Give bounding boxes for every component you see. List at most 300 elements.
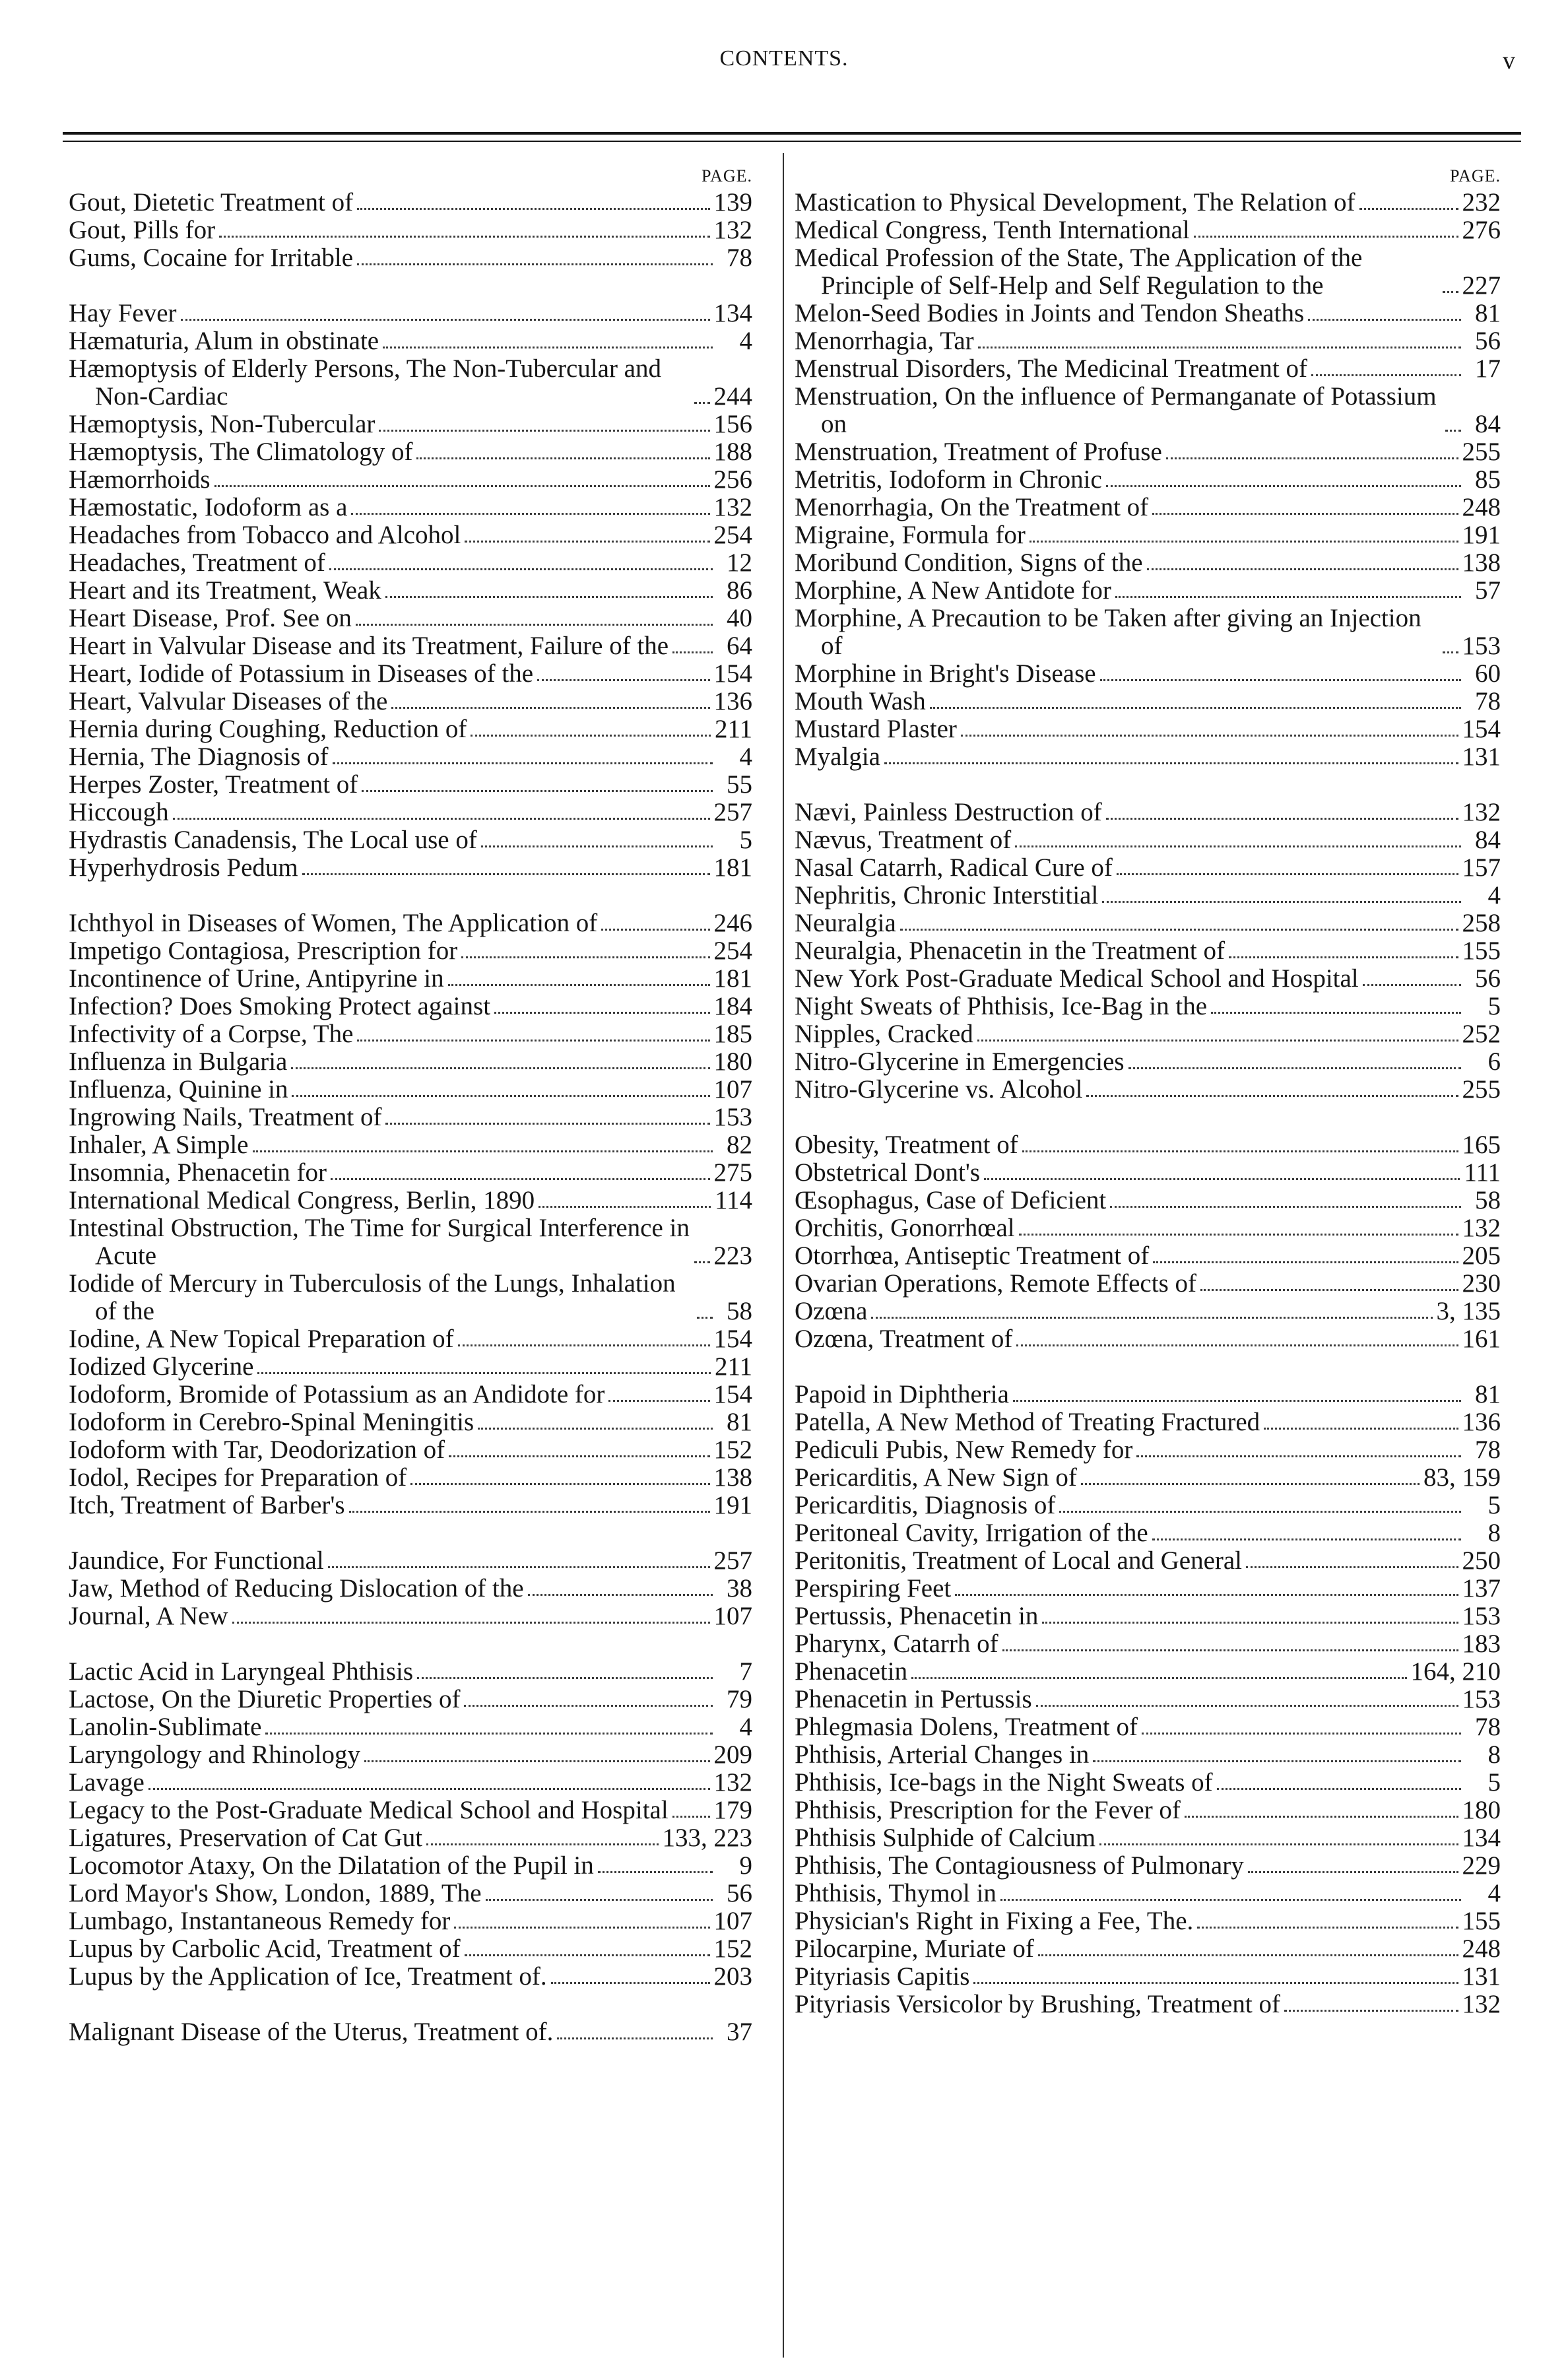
dot-leader	[1042, 1622, 1458, 1624]
entry-page: 4	[739, 1713, 752, 1741]
index-entry	[795, 1464, 1501, 1492]
dot-leader	[539, 1206, 711, 1208]
index-entry	[69, 688, 752, 715]
entry-title: Menstrual Disorders, The Medicinal Treatment of	[795, 354, 1307, 383]
entry-page: 229	[1462, 1851, 1501, 1880]
dot-leader	[383, 347, 713, 348]
index-entry	[795, 438, 1501, 466]
entry-page: 153	[1462, 1602, 1501, 1630]
index-entry	[795, 1741, 1501, 1769]
index-entry	[69, 1159, 752, 1187]
index-entry	[69, 1880, 752, 1907]
index-entry	[69, 1436, 752, 1464]
dot-leader	[351, 513, 709, 515]
dot-leader	[1229, 956, 1458, 958]
index-entry	[69, 1658, 752, 1686]
entry-page: 78	[1475, 687, 1501, 715]
entry-title: Gout, Pills for	[69, 216, 216, 244]
index-entry	[795, 1686, 1501, 1713]
dot-leader	[465, 541, 709, 543]
entry-page: 211	[714, 1352, 752, 1381]
entry-title: Orchitis, Gonorrhœal	[795, 1214, 1015, 1242]
entry-title: Ozœna, Treatment of	[795, 1325, 1013, 1353]
index-entry	[69, 466, 752, 494]
index-entry	[795, 965, 1501, 993]
entry-page: 227	[1462, 271, 1501, 300]
entry-title: Gout, Dietetic Treatment of	[69, 188, 354, 216]
index-entry	[69, 1020, 752, 1048]
dot-leader	[557, 2037, 713, 2039]
entry-page: 246	[713, 909, 752, 937]
entry-page: 107	[713, 1602, 752, 1630]
entry-title: Herpes Zoster, Treatment of	[69, 770, 358, 799]
index-entry	[69, 605, 752, 632]
running-head	[0, 46, 1568, 86]
entry-title: Morphine, A Precaution to be Taken after giving an Injection of	[795, 604, 1421, 660]
entry-page: 248	[1462, 1934, 1501, 1963]
index-entry	[69, 993, 752, 1020]
entry-title: Heart in Valvular Disease and its Treatment, Failure of the	[69, 632, 669, 660]
entry-title: Mustard Plaster	[795, 715, 957, 743]
entry-page: 64	[727, 632, 752, 660]
entry-page: 154	[713, 659, 752, 688]
dot-leader	[1110, 1206, 1461, 1208]
entry-page: 85	[1475, 465, 1501, 494]
index-entry	[795, 1159, 1501, 1187]
index-entry	[69, 189, 752, 216]
dot-leader	[1102, 901, 1461, 903]
dot-leader	[1200, 1289, 1458, 1291]
index-entry	[795, 688, 1501, 715]
entry-page: 81	[1475, 299, 1501, 327]
dot-leader	[1194, 236, 1458, 238]
entry-page: 132	[1462, 1990, 1501, 2018]
entry-page: 185	[713, 1020, 752, 1048]
entry-title: Obesity, Treatment of	[795, 1131, 1018, 1159]
index-entry	[795, 1769, 1501, 1797]
index-entry	[69, 244, 752, 272]
entry-page: 183	[1462, 1630, 1501, 1658]
entry-title: Otorrhœa, Antiseptic Treatment of	[795, 1241, 1150, 1270]
entry-page: 5	[739, 826, 752, 854]
entry-title: Iodoform in Cerebro-Spinal Meningitis	[69, 1408, 474, 1436]
dot-leader	[1197, 1927, 1458, 1929]
entry-page: 153	[1462, 632, 1501, 660]
index-entry	[69, 1907, 752, 1935]
entry-page: 255	[1462, 1075, 1501, 1104]
index-entry	[69, 327, 752, 355]
dot-leader	[461, 956, 709, 958]
dot-leader	[417, 1677, 713, 1679]
index-entry	[795, 937, 1501, 965]
dot-leader	[1022, 1150, 1458, 1152]
entry-title: Physician's Right in Fixing a Fee, The.	[795, 1907, 1194, 1935]
entry-page: 81	[727, 1408, 752, 1436]
entry-page: 58	[1475, 1186, 1501, 1214]
column-divider	[783, 153, 784, 2358]
entry-page: 232	[1462, 188, 1501, 216]
dot-leader	[181, 319, 710, 321]
entry-page: 244	[713, 382, 752, 411]
index-entry	[795, 826, 1501, 854]
entry-page: 132	[713, 1768, 752, 1797]
entry-page: 79	[727, 1685, 752, 1713]
entry-page: 8	[1487, 1519, 1501, 1547]
entry-title: Iodoform with Tar, Deodorization of	[69, 1436, 445, 1464]
entry-page: 276	[1462, 216, 1501, 244]
dot-leader	[528, 1594, 713, 1596]
dot-leader	[694, 1261, 710, 1263]
dot-leader	[1217, 1788, 1461, 1790]
index-entry	[795, 1991, 1501, 2018]
entry-title: Obstetrical Dont's	[795, 1158, 981, 1187]
index-entry	[69, 1852, 752, 1880]
entry-title: Patella, A New Method of Treating Fractured	[795, 1408, 1260, 1436]
dot-leader	[911, 1677, 1406, 1679]
entry-title: Pericarditis, A New Sign of	[795, 1463, 1077, 1492]
entry-page: 84	[1475, 410, 1501, 438]
dot-leader	[1166, 457, 1458, 459]
entry-title: Phenacetin in Pertussis	[795, 1685, 1032, 1713]
entry-page: 8	[1487, 1740, 1501, 1769]
index-entry	[795, 494, 1501, 521]
dot-leader	[385, 1123, 709, 1125]
index-entry	[795, 383, 1501, 438]
index-entry	[69, 1769, 752, 1797]
entry-title: Moribund Condition, Signs of the	[795, 548, 1143, 577]
index-entry	[69, 771, 752, 799]
dot-leader	[331, 1178, 710, 1180]
index-column-right	[795, 153, 1501, 2018]
entry-page: 137	[1462, 1574, 1501, 1603]
dot-leader	[1152, 513, 1458, 515]
dot-leader	[1059, 1511, 1461, 1513]
entry-title: Pharynx, Catarrh of	[795, 1630, 998, 1658]
entry-page: 134	[1462, 1824, 1501, 1852]
entry-page: 136	[713, 687, 752, 715]
index-entry	[69, 411, 752, 438]
dot-leader	[465, 1954, 710, 1956]
entry-page: 55	[727, 770, 752, 799]
entry-title: Papoid in Diphtheria	[795, 1380, 1009, 1408]
dot-leader	[884, 762, 1458, 764]
entry-title: Hiccough	[69, 798, 169, 826]
entry-page: 255	[1462, 438, 1501, 466]
entry-page: 131	[1462, 1962, 1501, 1991]
index-entry	[795, 743, 1501, 771]
entry-page: 136	[1462, 1408, 1501, 1436]
entry-page: 191	[1462, 521, 1501, 549]
index-entry	[69, 521, 752, 549]
dot-leader	[494, 1012, 709, 1014]
dot-leader	[1000, 1899, 1461, 1901]
index-entry	[795, 521, 1501, 549]
dot-leader	[1152, 1538, 1461, 1540]
entry-title: Peritoneal Cavity, Irrigation of the	[795, 1519, 1148, 1547]
entry-title: Nævi, Painless Destruction of	[795, 798, 1102, 826]
entry-page: 154	[713, 1325, 752, 1353]
dot-leader	[1029, 541, 1458, 543]
dot-leader	[292, 1095, 709, 1097]
entry-title: Hay Fever	[69, 299, 177, 327]
index-entry	[795, 1630, 1501, 1658]
dot-leader	[481, 845, 713, 847]
entry-page: 107	[713, 1075, 752, 1104]
entry-page: 152	[713, 1436, 752, 1464]
entry-page: 154	[713, 1380, 752, 1408]
entry-title: Ozœna	[795, 1297, 868, 1325]
entry-title: Jaw, Method of Reducing Dislocation of the	[69, 1574, 524, 1603]
entry-page: 256	[713, 465, 752, 494]
index-entry	[69, 937, 752, 965]
dot-leader	[1443, 651, 1458, 653]
entry-title: Laryngology and Rhinology	[69, 1740, 360, 1769]
dot-leader	[1359, 208, 1458, 210]
dot-leader	[1038, 1954, 1458, 1956]
index-entry	[69, 743, 752, 771]
index-entry	[795, 1658, 1501, 1686]
dot-leader	[232, 1622, 710, 1624]
dot-leader	[302, 873, 710, 875]
entry-title: Infection? Does Smoking Protect against	[69, 992, 491, 1020]
entry-title: Phlegmasia Dolens, Treatment of	[795, 1713, 1138, 1741]
dot-leader	[356, 624, 713, 626]
entry-title: Heart, Iodide of Potassium in Diseases of the	[69, 659, 534, 688]
dot-leader	[694, 402, 710, 404]
index-entry	[795, 1408, 1501, 1436]
entry-page: 205	[1462, 1241, 1501, 1270]
index-entry	[69, 438, 752, 466]
entry-title: Heart and its Treatment, Weak	[69, 576, 381, 605]
entry-title: Neuralgia	[795, 909, 896, 937]
dot-leader	[458, 1344, 710, 1346]
entry-page: 111	[1464, 1158, 1501, 1187]
dot-leader	[391, 707, 709, 709]
index-entry	[69, 216, 752, 244]
page-column-heading: PAGE.	[701, 166, 752, 185]
entry-title: Phthisis, Arterial Changes in	[795, 1740, 1090, 1769]
entry-title: Medical Profession of the State, The Application of the Principle of Self-Help and Self Regulation to the	[795, 244, 1363, 300]
dot-leader	[1128, 1067, 1461, 1069]
index-entry	[795, 355, 1501, 383]
entry-title: International Medical Congress, Berlin, 1890	[69, 1186, 535, 1214]
index-entry	[795, 1131, 1501, 1159]
entry-page: 5	[1487, 1491, 1501, 1519]
index-entry	[69, 1797, 752, 1824]
entry-page: 4	[739, 327, 752, 355]
dot-leader	[448, 984, 710, 986]
dot-leader	[291, 1067, 709, 1069]
dot-leader	[1115, 596, 1461, 598]
entry-title: Intestinal Obstruction, The Time for Surgical Interference in Acute	[69, 1214, 690, 1270]
dot-leader	[265, 1733, 713, 1735]
index-entry	[69, 826, 752, 854]
entry-title: Hæmoptysis of Elderly Persons, The Non-Tubercular and Non-Cardiac	[69, 354, 661, 411]
dot-leader	[454, 1927, 709, 1929]
entry-title: Menorrhagia, Tar	[795, 327, 974, 355]
dot-leader	[978, 347, 1461, 348]
entry-page: 254	[713, 937, 752, 965]
entry-title: Pericarditis, Diagnosis of	[795, 1491, 1056, 1519]
entry-page: 12	[727, 548, 752, 577]
entry-title: Ingrowing Nails, Treatment of	[69, 1103, 382, 1131]
dot-leader	[551, 1982, 710, 1984]
entry-title: Locomotor Ataxy, On the Dilatation of the Pupil in	[69, 1851, 594, 1880]
index-entry	[795, 993, 1501, 1020]
dot-leader	[333, 762, 713, 764]
entry-title: Perspiring Feet	[795, 1574, 952, 1603]
entry-title: Influenza in Bulgaria	[69, 1047, 288, 1076]
index-entry	[795, 327, 1501, 355]
page-title: CONTENTS.	[719, 46, 849, 71]
entry-title: Melon-Seed Bodies in Joints and Tendon Sheaths	[795, 299, 1305, 327]
entry-page: 203	[713, 1962, 752, 1991]
index-entries-left	[69, 189, 752, 2046]
section-gap	[795, 1104, 1501, 1131]
entry-page: 250	[1462, 1546, 1501, 1575]
dot-leader	[977, 1040, 1458, 1041]
section-gap	[69, 1519, 752, 1547]
entry-title: Incontinence of Urine, Antipyrine in	[69, 964, 444, 993]
index-entry	[795, 1797, 1501, 1824]
dot-leader	[984, 1178, 1460, 1180]
entry-title: New York Post-Graduate Medical School and Hospital	[795, 964, 1359, 993]
entry-title: Ligatures, Preservation of Cat Gut	[69, 1824, 423, 1852]
dot-leader	[362, 790, 713, 792]
index-entry	[69, 355, 752, 411]
index-entry	[795, 1298, 1501, 1325]
index-entry	[795, 1076, 1501, 1104]
section-gap	[69, 882, 752, 909]
entry-title: Hernia, The Diagnosis of	[69, 743, 329, 771]
entry-page: 4	[739, 743, 752, 771]
entry-page: 5	[1487, 992, 1501, 1020]
dot-leader	[1100, 679, 1461, 681]
index-entry	[795, 1575, 1501, 1603]
entry-title: Iodized Glycerine	[69, 1352, 254, 1381]
dot-leader	[697, 1317, 713, 1319]
index-entry	[795, 466, 1501, 494]
index-entry	[69, 1575, 752, 1603]
entry-page: 165	[1462, 1131, 1501, 1159]
entry-page: 78	[1475, 1713, 1501, 1741]
entry-title: Hæmorrhoids	[69, 465, 211, 494]
entry-title: Hæmoptysis, Non-Tubercular	[69, 410, 376, 438]
entry-page: 254	[713, 521, 752, 549]
index-entry	[69, 632, 752, 660]
entry-page: 78	[1475, 1436, 1501, 1464]
entry-page: 248	[1462, 493, 1501, 521]
index-entry	[795, 799, 1501, 826]
entry-title: Journal, A New	[69, 1602, 228, 1630]
entry-title: Heart Disease, Prof. See on	[69, 604, 352, 632]
index-entry	[69, 300, 752, 327]
entry-page: 153	[713, 1103, 752, 1131]
entry-title: Lavage	[69, 1768, 145, 1797]
entry-page: 60	[1475, 659, 1501, 688]
dot-leader	[464, 1705, 713, 1707]
index-entry	[69, 1048, 752, 1076]
dot-leader	[478, 1428, 713, 1430]
section-gap	[795, 771, 1501, 799]
index-entry	[69, 577, 752, 605]
entry-title: Lupus by the Application of Ice, Treatment of.	[69, 1962, 547, 1991]
entry-title: Hernia during Coughing, Reduction of	[69, 715, 467, 743]
entry-title: Hæmoptysis, The Climatology of	[69, 438, 413, 466]
entry-page: 17	[1475, 354, 1501, 383]
dot-leader	[357, 1040, 709, 1041]
entry-page: 82	[727, 1131, 752, 1159]
dot-leader	[1086, 1095, 1458, 1097]
dot-leader	[955, 1594, 1458, 1596]
entry-page: 154	[1462, 715, 1501, 743]
entry-title: Jaundice, For Functional	[69, 1546, 324, 1575]
entry-page: 38	[727, 1574, 752, 1603]
dot-leader	[1136, 1455, 1461, 1457]
dot-leader	[601, 929, 709, 931]
index-entry	[795, 882, 1501, 909]
entry-page: 84	[1475, 826, 1501, 854]
dot-leader	[410, 1483, 709, 1485]
dot-leader	[1106, 485, 1461, 487]
entry-title: Œsophagus, Case of Deficient	[795, 1186, 1107, 1214]
index-entry	[795, 1713, 1501, 1741]
entry-page: 155	[1462, 1907, 1501, 1935]
dot-leader	[1248, 1871, 1458, 1873]
entry-page: 132	[713, 493, 752, 521]
entry-title: Neuralgia, Phenacetin in the Treatment of	[795, 937, 1225, 965]
index-entry	[795, 549, 1501, 577]
index-entry	[795, 715, 1501, 743]
index-entry	[795, 1824, 1501, 1852]
index-entry	[795, 1880, 1501, 1907]
entry-title: Lumbago, Instantaneous Remedy for	[69, 1907, 451, 1935]
entry-page: 132	[1462, 798, 1501, 826]
entry-title: Infectivity of a Corpse, The	[69, 1020, 354, 1048]
entry-page: 5	[1487, 1768, 1501, 1797]
entry-title: Inhaler, A Simple	[69, 1131, 249, 1159]
dot-leader	[364, 1760, 710, 1762]
entry-title: Headaches, Treatment of	[69, 548, 325, 577]
index-entry	[795, 1436, 1501, 1464]
dot-leader	[1246, 1566, 1458, 1568]
dot-leader	[1443, 291, 1458, 293]
index-entry	[69, 494, 752, 521]
index-entry	[795, 300, 1501, 327]
entry-page: 223	[713, 1241, 752, 1270]
index-entry	[69, 1381, 752, 1408]
entry-title: Iodol, Recipes for Preparation of	[69, 1463, 407, 1492]
entry-title: Menstruation, Treatment of Profuse	[795, 438, 1162, 466]
entry-title: Headaches from Tobacco and Alcohol	[69, 521, 461, 549]
index-entry	[69, 1547, 752, 1575]
index-entry	[69, 854, 752, 882]
entry-title: Gums, Cocaine for Irritable	[69, 244, 354, 272]
dot-leader	[1106, 818, 1458, 820]
dot-leader	[1264, 1428, 1458, 1430]
index-entry	[795, 605, 1501, 660]
index-entry	[795, 1547, 1501, 1575]
entry-page: 132	[713, 216, 752, 244]
entry-title: Nitro-Glycerine vs. Alcohol	[795, 1075, 1083, 1104]
dot-leader	[253, 1150, 713, 1152]
dot-leader	[471, 735, 711, 737]
dot-leader	[1117, 873, 1458, 875]
dot-leader	[973, 1982, 1458, 1984]
entry-title: Myalgia	[795, 743, 880, 771]
entry-page: 56	[1475, 964, 1501, 993]
index-entries-right	[795, 189, 1501, 2018]
